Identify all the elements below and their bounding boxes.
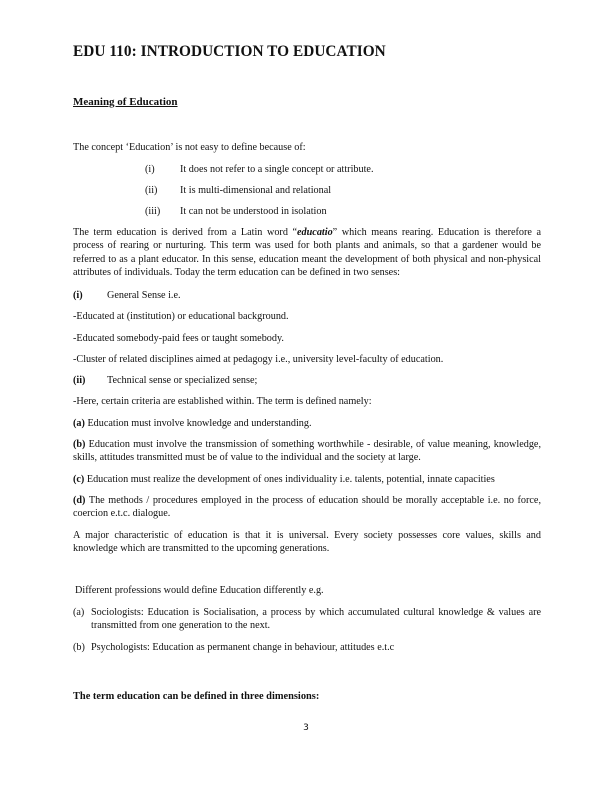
- universal-paragraph: A major characteristic of education is that it is universal. Every society possesses core values, skills and knowledge which are transmitted to the upcoming generations.: [73, 530, 541, 555]
- derivation-paragraph: The term education is derived from a Latin word “educatio” which means rearing. Education is therefore a process of rearing or nurturing. This term was used for both plants and animals, so that a gardener would be referred to as a plant educator. In this sense, education meant the development of both physical and non-physical attributes of individuals. Today the term education can be defined in two senses:: [73, 227, 541, 278]
- professions-intro: Different professions would define Education differently e.g.: [75, 585, 324, 596]
- list-item: [145, 205, 327, 218]
- list-number: (iii): [145, 206, 161, 217]
- criterion-item: (a) Education must involve knowledge and understanding.: [73, 418, 312, 429]
- latin-word: educatio: [297, 227, 333, 238]
- criteria-intro: -Here, certain criteria are established within. The term is defined namely:: [73, 396, 372, 407]
- sense-label: Technical sense or specialized sense;: [107, 375, 258, 386]
- sense-number: (ii): [73, 375, 86, 386]
- sense-technical: [73, 374, 257, 387]
- general-point: -Cluster of related disciplines aimed at pedagogy i.e., university level-faculty of education.: [73, 354, 444, 365]
- sense-general: [73, 289, 181, 302]
- profession-item: (b) Psychologists: Education as permanent change in behaviour, attitudes e.t.c: [73, 642, 395, 653]
- criterion-item: (c) Education must realize the development of ones individuality i.e. talents, potential, innate capacities: [73, 474, 495, 485]
- list-item: [145, 163, 374, 176]
- list-text: It can not be understood in isolation: [180, 206, 327, 217]
- list-text: It does not refer to a single concept or attribute.: [180, 164, 374, 175]
- document-title: EDU 110: INTRODUCTION TO EDUCATION: [73, 43, 386, 60]
- intro-paragraph: The concept ‘Education’ is not easy to define because of:: [73, 142, 306, 153]
- criterion-item: (d) The methods / procedures employed in the process of education should be morally acceptable i.e. no force, coercion e.t.c. dialogue.: [73, 495, 541, 520]
- general-point: -Educated somebody-paid fees or taught somebody.: [73, 333, 284, 344]
- criterion-item: (b) Education must involve the transmission of something worthwhile - desirable, of value meaning, knowledge, skills, attitudes transmitted must be of value to the individual and the society at large.: [73, 439, 541, 464]
- page-number: 3: [303, 723, 309, 733]
- section-heading: Meaning of Education: [73, 96, 178, 108]
- list-number: (ii): [145, 185, 158, 196]
- dimensions-heading: The term education can be defined in three dimensions:: [73, 691, 320, 702]
- list-number: (i): [145, 164, 155, 175]
- sense-label: General Sense i.e.: [107, 290, 181, 301]
- profession-item: (a) Sociologists: Education is Socialisation, a process by which accumulated cultural knowledge & values are transmitted from one generation to the next.: [73, 607, 541, 632]
- general-point: -Educated at (institution) or educational background.: [73, 311, 289, 322]
- list-item: [145, 184, 331, 197]
- list-text: It is multi-dimensional and relational: [180, 185, 332, 196]
- sense-number: (i): [73, 290, 83, 301]
